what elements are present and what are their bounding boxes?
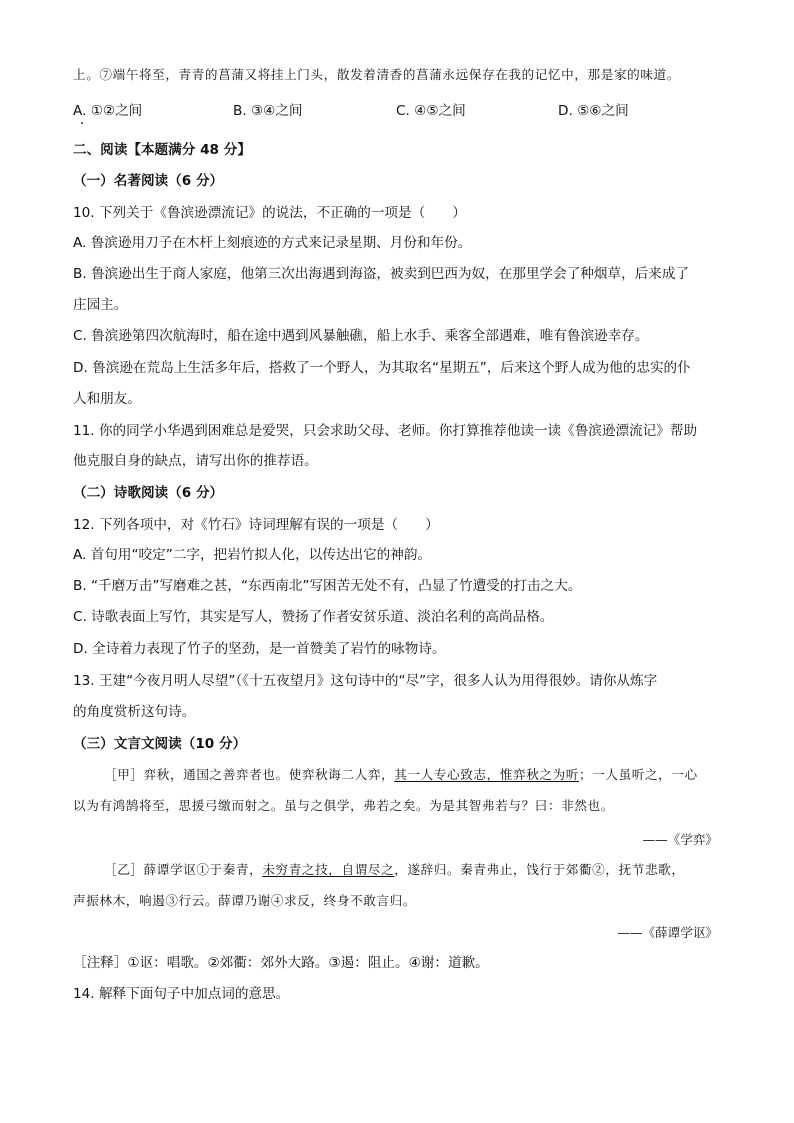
- q11-line2: 他克服自身的缺点，请写出你的推荐语。: [73, 453, 318, 469]
- part-1-heading: （一）名著阅读（6 分）: [73, 173, 224, 189]
- q12-option-b[interactable]: B. “千磨万击”写磨难之甚，“东西南北”写困苦无处不有，凸显了竹遭受的打击之大。: [73, 578, 582, 594]
- q10-stem: 10. 下列关于《鲁滨逊漂流记》的说法，不正确的一项是（ ）: [73, 205, 466, 221]
- q13-line2: 的角度赏析这句诗。: [73, 704, 196, 720]
- q9-option-c[interactable]: C. ④⑤之间: [396, 103, 466, 119]
- q9-option-a[interactable]: A. ①②之间: [73, 103, 143, 119]
- q12-option-d[interactable]: D. 全诗着力表现了竹子的坚劲，是一首赞美了岩竹的咏物诗。: [73, 641, 446, 657]
- q10-option-a[interactable]: A. 鲁滨逊用刀子在木杆上刻痕迹的方式来记录星期、月份和年份。: [73, 235, 472, 251]
- passage-yi-text-a: ［乙］薛谭学讴①于秦青，: [104, 862, 263, 877]
- q13-line1: 13. 王建“今夜月明人尽望”（《十五夜望月》这句诗中的“尽”字，很多人认为用得很妙。请你从炼字: [73, 673, 658, 689]
- passage-yi-text-b: ，遂辞归。秦青弗止，饯行于郊衢②，抚节悲歌，: [394, 862, 685, 877]
- q12-option-c[interactable]: C. 诗歌表面上写竹，其实是写人，赞扬了作者安贫乐道、淡泊名利的高尚品格。: [73, 609, 554, 625]
- section-2-title: 二、阅读【本题满分 48 分】: [73, 142, 251, 158]
- passage-jia-text-b: ；一人虽听之，一心: [578, 767, 698, 782]
- q14-stem: 14. 解释下面句子中加点词的意思。: [73, 986, 290, 1002]
- passage-jia-underlined: 其一人专心致志，惟弈秋之为听: [394, 767, 579, 782]
- q10-option-b-line1[interactable]: B. 鲁滨逊出生于商人家庭，他第三次出海遇到海盗，被卖到巴西为奴，在那里学会了种烟草，后来成了: [73, 266, 690, 282]
- passage-yi-underlined: 未穷青之技，自谓尽之: [262, 862, 395, 877]
- q9-option-b[interactable]: B. ③④之间: [233, 103, 303, 119]
- q9-options: [73, 99, 733, 117]
- passage-jia-line1: [104, 766, 698, 784]
- part-3-heading: （三）文言文阅读（10 分）: [73, 736, 247, 752]
- passage-jia-line2: 以为有鸿鹄将至，思援弓缴而射之。虽与之俱学，弗若之矣。为是其智弗若与？曰：非然也。: [73, 798, 614, 813]
- annotation-note: ［注释］①讴：唱歌。②郊衢：郊外大路。③遏：阻止。④谢：道歉。: [73, 955, 489, 971]
- passage-yi-line1: [104, 861, 685, 879]
- passage-yi-source: ——《薛谭学讴》: [617, 925, 718, 940]
- q12-option-a[interactable]: A. 首句用“咬定”二字，把岩竹拟人化，以传达出它的神韵。: [73, 547, 432, 563]
- passage-yi-line2: 声振林木，响遏③行云。薛谭乃谢④求反，终身不敢言归。: [73, 893, 417, 908]
- q10-option-b-line2[interactable]: 庄园主。: [73, 297, 128, 313]
- stray-dot: [81, 122, 83, 124]
- q9-passage-tail: 上。⑦端午将至，青青的菖蒲又将挂上门头，散发着清香的菖蒲永远保存在我的记忆中，那是家的味道。: [73, 67, 680, 82]
- q10-option-c[interactable]: C. 鲁滨逊第四次航海时，船在途中遇到风暴触礁，船上水手、乘客全部遇难，唯有鲁滨逊幸存。: [73, 328, 649, 344]
- q11-line1: 11. 你的同学小华遇到困难总是爱哭，只会求助父母、老师。你打算推荐他读一读《鲁滨逊漂流记》帮助: [73, 423, 698, 439]
- q10-option-d-line2[interactable]: 人和朋友。: [73, 391, 141, 407]
- passage-jia-source: ——《学弈》: [642, 832, 718, 847]
- passage-jia-text-a: ［甲］弈秋，通国之善弈者也。使弈秋诲二人弈，: [104, 767, 395, 782]
- q9-option-d[interactable]: D. ⑤⑥之间: [558, 103, 629, 119]
- part-2-heading: （二）诗歌阅读（6 分）: [73, 485, 224, 501]
- q10-option-d-line1[interactable]: D. 鲁滨逊在荒岛上生活多年后，搭救了一个野人，为其取名“星期五”，后来这个野人成为他的忠实的仆: [73, 360, 691, 376]
- q12-stem: 12. 下列各项中，对《竹石》诗词理解有误的一项是（ ）: [73, 517, 439, 533]
